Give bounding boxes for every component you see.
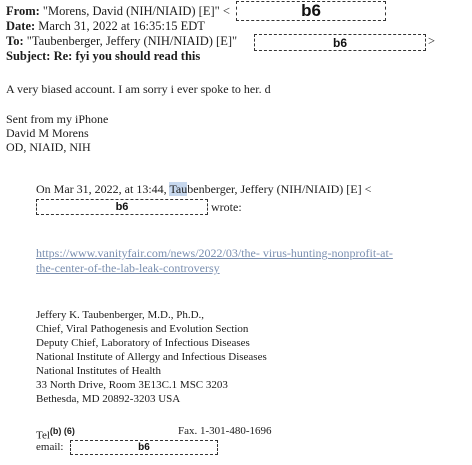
from-redaction: b6 xyxy=(236,1,386,21)
to-value: "Taubenberger, Jeffery (NIH/NIAID) [E]" xyxy=(26,34,238,48)
from-value: "Morens, David (NIH/NIAID) [E]" < xyxy=(42,4,230,18)
from-line xyxy=(6,4,230,19)
signature-line: Chief, Viral Pathogenesis and Evolution Section xyxy=(36,323,249,335)
to-tail: > xyxy=(428,34,436,48)
quote-intro-prefix: On Mar 31, 2022, at 13:44, xyxy=(36,182,170,196)
tel-label: Tel xyxy=(36,429,50,442)
sender-org: OD, NIAID, NIH xyxy=(6,140,91,154)
signature-line: Bethesda, MD 20892-3203 USA xyxy=(36,393,181,405)
from-label: From: xyxy=(6,4,40,18)
subject-line xyxy=(6,49,200,64)
email-redaction: b6 xyxy=(70,440,218,455)
quote-wrote: wrote: xyxy=(211,200,242,214)
subject-value: Re: fyi you should read this xyxy=(53,49,201,63)
tel-redaction: (b) (6) xyxy=(49,426,75,436)
fax-number: Fax. 1-301-480-1696 xyxy=(178,425,272,437)
sender-name: David M Morens xyxy=(6,126,89,140)
quote-address-redaction: b6 xyxy=(36,199,208,215)
signature-line: National Institute of Allergy and Infectious Diseases xyxy=(36,351,267,363)
date-line xyxy=(6,19,205,34)
quote-intro xyxy=(36,182,371,197)
article-link-line1[interactable]: https://www.vanityfair.com/news/2022/03/the- virus-hunting-nonprofit-at- xyxy=(36,246,393,260)
signature-line: Deputy Chief, Laboratory of Infectious Diseases xyxy=(36,337,250,349)
email-label: email: xyxy=(36,441,64,453)
date-value: March 31, 2022 at 16:35:15 EDT xyxy=(38,19,205,33)
signature-line: 33 North Drive, Room 3E13C.1 MSC 3203 xyxy=(36,379,228,391)
to-line xyxy=(6,34,237,49)
body-text: A very biased account. I am sorry i ever spoke to her. d xyxy=(6,82,271,96)
quote-intro-suffix: benberger, Jeffery (NIH/NIAID) [E] < xyxy=(187,182,372,196)
date-label: Date: xyxy=(6,19,36,33)
to-redaction: b6 xyxy=(254,34,426,51)
signature-line: National Institutes of Health xyxy=(36,365,161,377)
sent-from: Sent from my iPhone xyxy=(6,112,109,126)
subject-label: Subject: xyxy=(6,49,51,63)
quote-intro-highlight: Tau xyxy=(169,182,188,196)
signature-line: Jeffery K. Taubenberger, M.D., Ph.D., xyxy=(36,309,205,321)
to-label: To: xyxy=(6,34,24,48)
article-link-line2[interactable]: the-center-of-the-lab-leak-controversy xyxy=(36,261,220,275)
